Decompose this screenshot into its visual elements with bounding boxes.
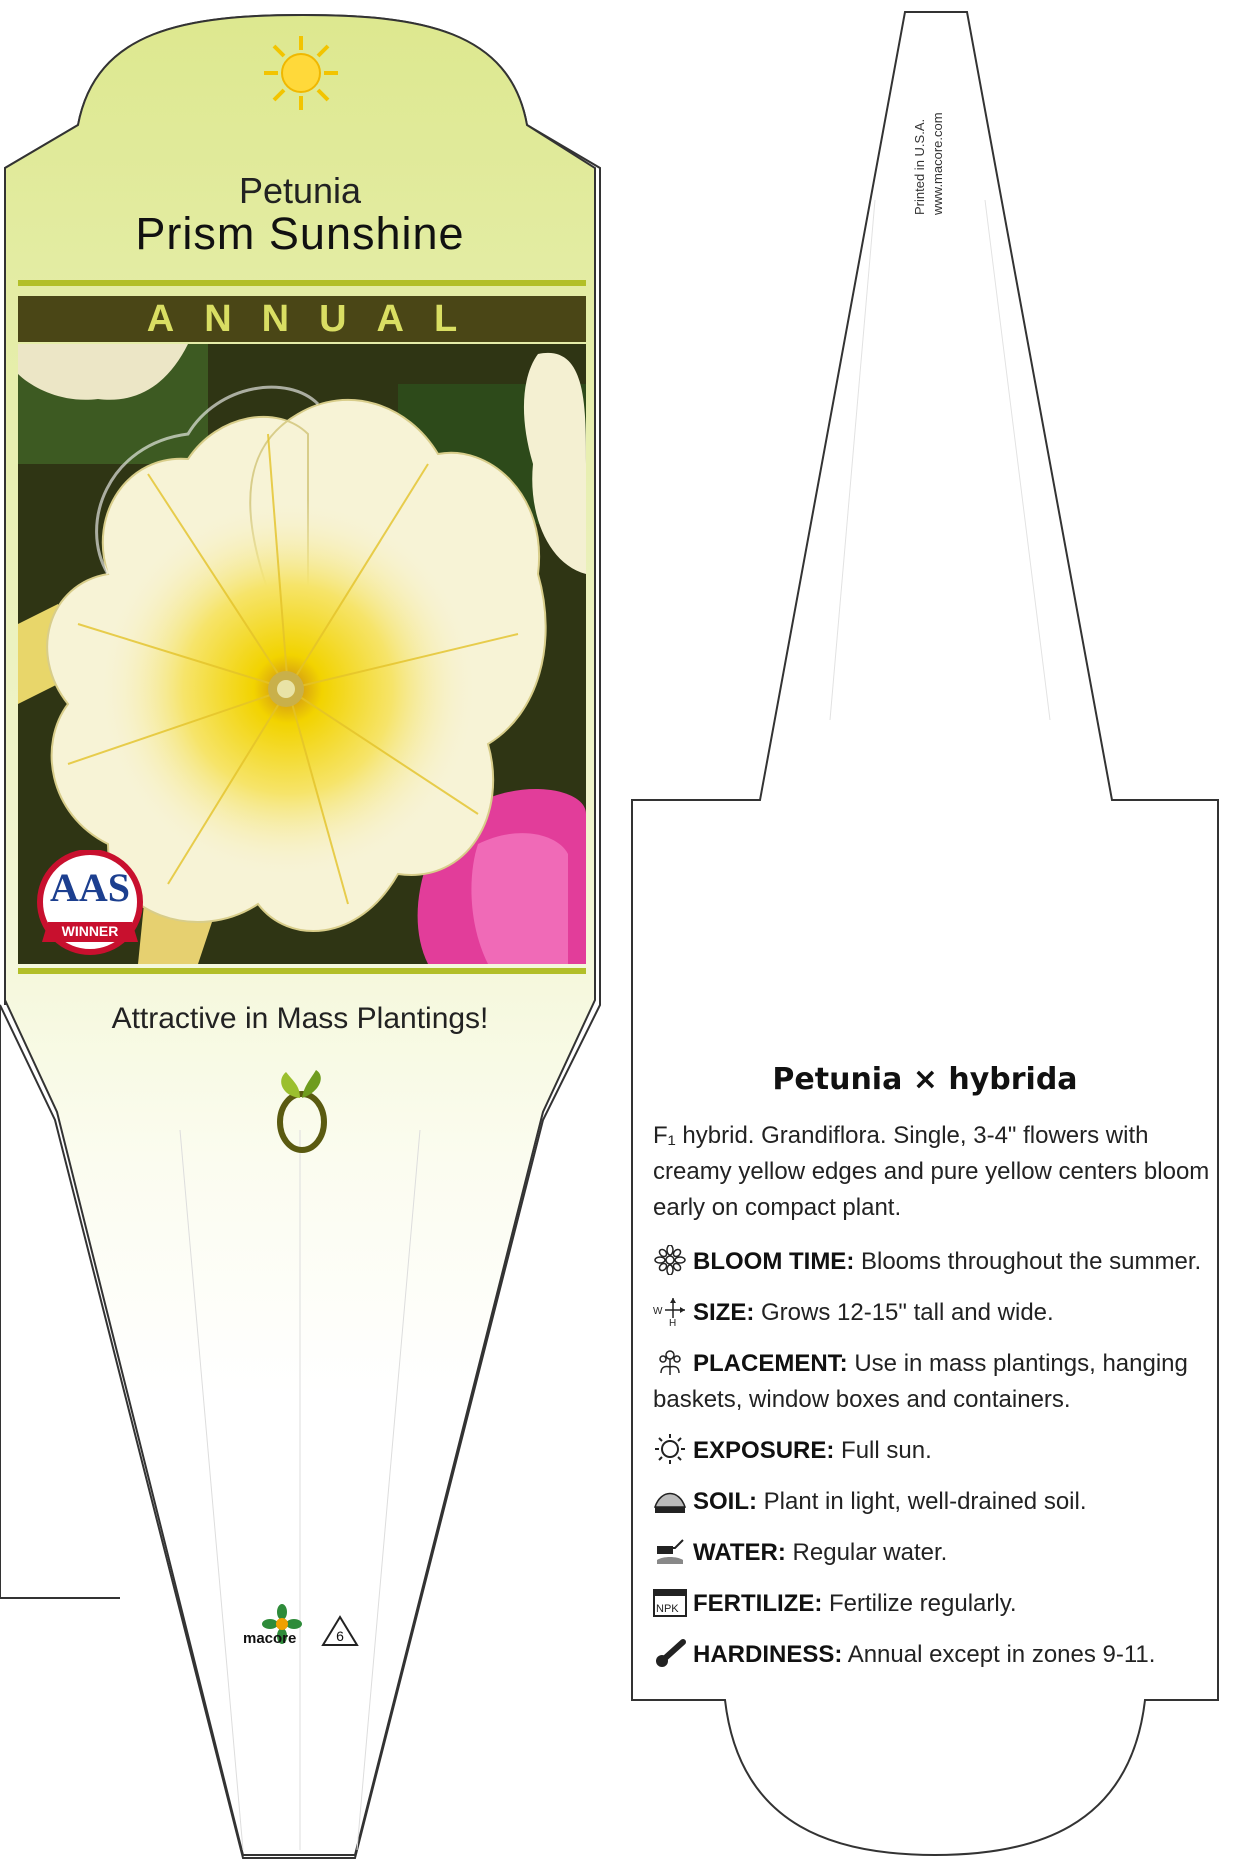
npk-icon	[653, 1587, 687, 1617]
flower-icon	[653, 1245, 687, 1275]
attribute-exposure	[653, 1433, 1213, 1469]
placement-label: PLACEMENT:	[693, 1350, 848, 1377]
placement-text: Use in mass plantings, hanging baskets, window boxes and containers.	[653, 1350, 1188, 1413]
size-h-letter: H	[669, 1318, 677, 1326]
leaf-seed-icon	[270, 1068, 334, 1154]
printed-info	[912, 95, 952, 245]
plant-genus: Petunia	[238, 170, 362, 211]
brand-name: macore	[243, 1630, 297, 1647]
bloom-time-text: Blooms throughout the summer.	[854, 1248, 1202, 1275]
tagline: Attractive in Mass Plantings!	[111, 1002, 489, 1035]
size-text: Grows 12-15" tall and wide.	[754, 1299, 1054, 1326]
description: F₁ hybrid. Grandiflora. Single, 3-4" flowers with creamy yellow edges and pure yellow centers bloom early on compact plant.	[653, 1122, 1210, 1221]
size-w-letter: W	[653, 1306, 663, 1317]
attribute-size	[653, 1295, 1213, 1331]
attribute-water	[653, 1535, 1213, 1571]
attribute-fertilize	[653, 1586, 1213, 1622]
back-tag-shape	[632, 12, 1218, 1855]
recycle-code: 6	[336, 1628, 344, 1644]
attribute-placement	[653, 1346, 1213, 1418]
winner-text: WINNER	[61, 923, 119, 939]
soil-text: Plant in light, well-drained soil.	[757, 1488, 1087, 1515]
fertilize-text: Fertilize regularly.	[822, 1590, 1017, 1617]
hardiness-text: Annual except in zones 9-11.	[842, 1641, 1156, 1668]
exposure-text: Full sun.	[834, 1437, 932, 1464]
divider-bottom	[18, 968, 586, 974]
npk-text: NPK	[656, 1603, 679, 1615]
size-icon	[653, 1296, 687, 1326]
sun-logo-icon	[262, 34, 340, 112]
category-label: ANNUAL	[146, 298, 488, 340]
sun-icon	[653, 1434, 687, 1464]
printed-in: Printed in U.S.A.	[912, 118, 927, 215]
bloom-time-label: BLOOM TIME:	[693, 1248, 855, 1275]
aas-text: AAS	[49, 865, 131, 910]
thermometer-icon	[653, 1638, 687, 1668]
water-text: Regular water.	[785, 1539, 948, 1566]
soil-label: SOIL:	[693, 1488, 757, 1515]
hardiness-label: HARDINESS:	[693, 1641, 843, 1668]
aas-winner-badge	[30, 850, 150, 960]
attribute-bloom-time	[653, 1244, 1213, 1280]
soil-icon	[653, 1485, 687, 1515]
divider-top	[18, 280, 586, 286]
water-label: WATER:	[693, 1539, 786, 1566]
exposure-label: EXPOSURE:	[693, 1437, 835, 1464]
attribute-soil	[653, 1484, 1213, 1520]
size-label: SIZE:	[693, 1299, 755, 1326]
placement-icon	[653, 1347, 687, 1377]
water-icon	[653, 1536, 687, 1566]
fertilize-label: FERTILIZE:	[693, 1590, 823, 1617]
attribute-hardiness	[653, 1637, 1213, 1673]
plant-variety: Prism Sunshine	[135, 208, 465, 259]
latin-name: Petunia × hybrida	[772, 1062, 1078, 1097]
category-band	[18, 296, 586, 342]
website: www.macore.com	[930, 112, 945, 215]
